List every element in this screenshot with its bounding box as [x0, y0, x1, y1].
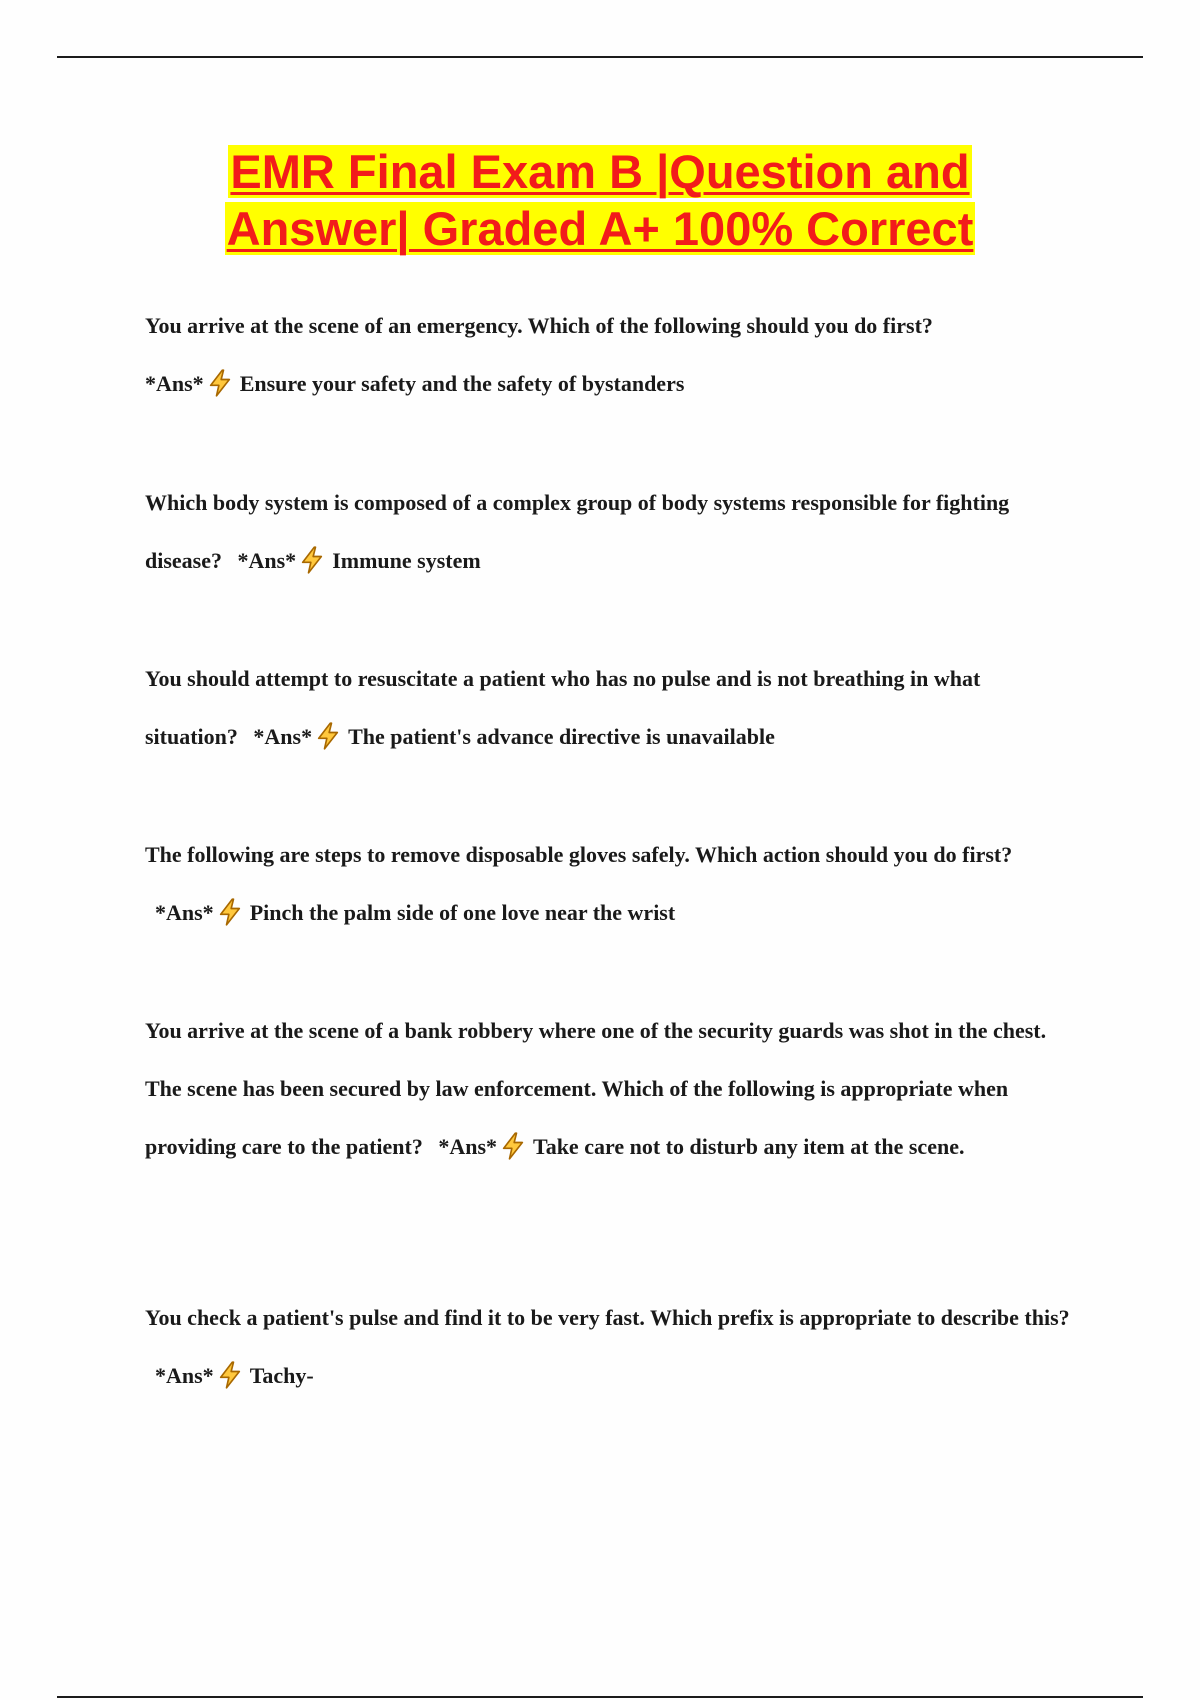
question-text: You check a patient's pulse and find it to be very fast. Which prefix is appropriate to describe this?	[145, 1305, 1070, 1330]
lightning-bolt-icon	[314, 722, 342, 750]
document-title	[0, 143, 1200, 257]
answer-text: Immune system	[332, 548, 481, 573]
answer-marker: *Ans*	[237, 548, 297, 573]
lightning-bolt-icon	[298, 546, 326, 574]
title-line-2: Answer| Graded A+ 100% Correct	[226, 202, 974, 255]
answer-marker: *Ans*	[145, 371, 204, 396]
title-line-1: EMR Final Exam B |Question and	[230, 145, 970, 198]
question-text: You should attempt to resuscitate a patient who has no pulse and is not breathing in what situation?	[145, 666, 981, 749]
answer-text: Tachy-	[249, 1363, 314, 1388]
qa-item-2	[145, 474, 1075, 590]
qa-item-5	[145, 1002, 1075, 1176]
lightning-bolt-icon	[206, 369, 234, 397]
answer-marker: *Ans*	[438, 1134, 498, 1159]
lightning-bolt-icon	[216, 898, 244, 926]
question-text: Which body system is composed of a complex group of body systems responsible for fighting disease?	[145, 490, 1010, 573]
header-rule	[57, 56, 1143, 58]
answer-text: Pinch the palm side of one love near the wrist	[249, 900, 676, 925]
qa-item-6	[145, 1289, 1075, 1405]
question-text: You arrive at the scene of a bank robbery where one of the security guards was shot in the chest. The scene has been secured by law enforcement. Which of the following is appropriate when providing care to the patient?	[145, 1018, 1047, 1159]
answer-marker: *Ans*	[155, 900, 214, 925]
answer-text: Ensure your safety and the safety of bystanders	[239, 371, 685, 396]
lightning-bolt-icon	[216, 1361, 244, 1389]
answer-text: The patient's advance directive is unavailable	[348, 724, 775, 749]
question-text: You arrive at the scene of an emergency. Which of the following should you do first?	[145, 313, 933, 338]
question-text: The following are steps to remove disposable gloves safely. Which action should you do first?	[145, 842, 1013, 867]
answer-marker: *Ans*	[155, 1363, 214, 1388]
lightning-bolt-icon	[499, 1132, 527, 1160]
qa-item-1	[145, 297, 1075, 413]
footer-rule	[57, 1696, 1143, 1698]
qa-item-3	[145, 650, 1075, 766]
answer-text: Take care not to disturb any item at the scene.	[533, 1134, 965, 1159]
qa-item-4	[145, 826, 1075, 942]
answer-marker: *Ans*	[253, 724, 313, 749]
